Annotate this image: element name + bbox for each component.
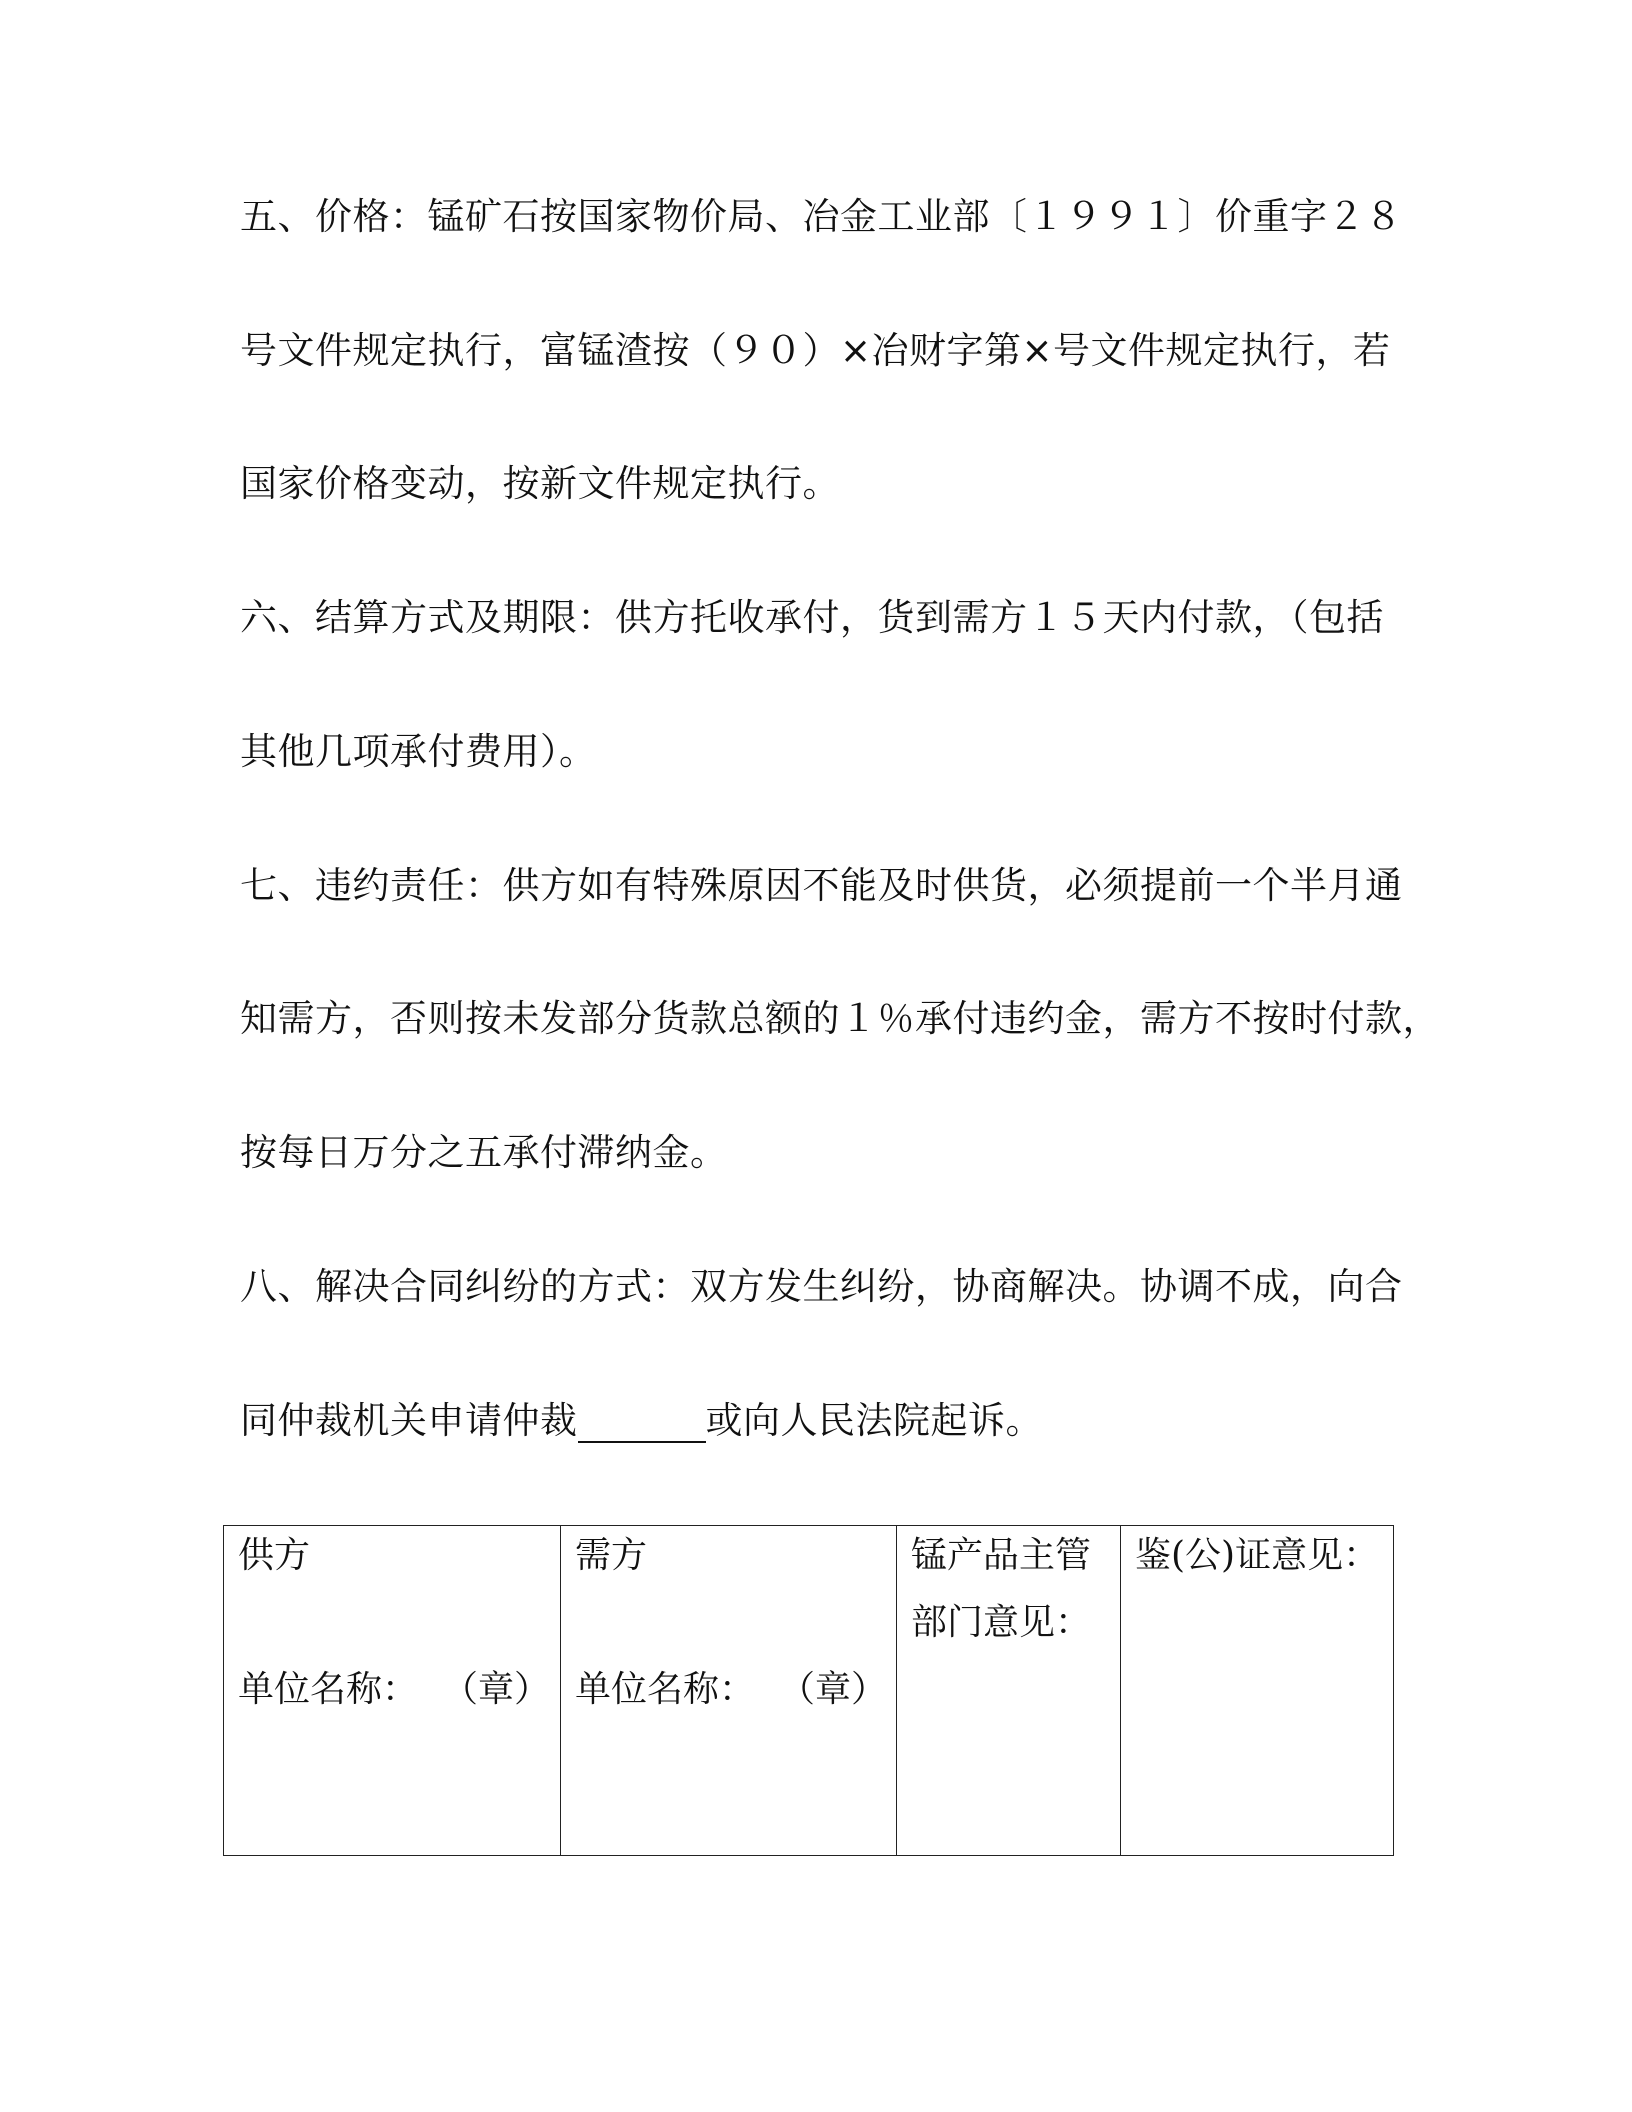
supplier-unit-label: 单位名称： xyxy=(238,1669,419,1710)
buyer-unit-label: 单位名称： xyxy=(575,1669,756,1710)
buyer-title: 需方 xyxy=(575,1535,648,1576)
clause-dispute-line-2 xyxy=(240,1395,1400,1447)
authority-cell xyxy=(897,1526,1121,1856)
notary-cell xyxy=(1121,1526,1394,1856)
arbitration-blank-field[interactable] xyxy=(578,1405,706,1443)
clause-dispute-text-before-blank: 同仲裁机关申请仲裁 xyxy=(240,1399,578,1442)
clause-liability-line-3: 按每日万分之五承付滞纳金。 xyxy=(240,1131,728,1174)
clause-liability-line-2: 知需方，否则按未发部分货款总额的１％承付违约金，需方不按时付款， xyxy=(240,997,1440,1040)
authority-line-2: 部门意见： xyxy=(911,1602,1092,1643)
supplier-seal-label: （章） xyxy=(442,1669,551,1710)
authority-line-1: 锰产品主管 xyxy=(911,1535,1092,1576)
clause-liability-line-1: 七、违约责任：供方如有特殊原因不能及时供货，必须提前一个半月通 xyxy=(240,864,1403,907)
clause-price-line-3: 国家价格变动，按新文件规定执行。 xyxy=(240,462,840,505)
clause-price-line-1: 五、价格：锰矿石按国家物价局、冶金工业部〔１９９１〕价重字２８ xyxy=(240,195,1403,238)
clause-dispute-line-1: 八、解决合同纠纷的方式：双方发生纠纷，协商解决。协调不成，向合 xyxy=(240,1265,1403,1308)
notary-title: 鉴(公)证意见： xyxy=(1135,1535,1380,1576)
supplier-cell xyxy=(224,1526,561,1856)
signature-table xyxy=(223,1525,1394,1856)
clause-settlement-line-1: 六、结算方式及期限：供方托收承付，货到需方１５天内付款，（包括 xyxy=(240,596,1384,639)
clause-price-line-2: 号文件规定执行，富锰渣按（９０）×冶财字第×号文件规定执行，若 xyxy=(240,329,1391,372)
buyer-cell xyxy=(561,1526,897,1856)
supplier-title: 供方 xyxy=(238,1535,311,1576)
clause-dispute-text-after-blank: 或向人民法院起诉。 xyxy=(705,1399,1043,1442)
buyer-seal-label: （章） xyxy=(779,1669,888,1710)
clause-settlement-line-2: 其他几项承付费用）。 xyxy=(240,730,597,773)
